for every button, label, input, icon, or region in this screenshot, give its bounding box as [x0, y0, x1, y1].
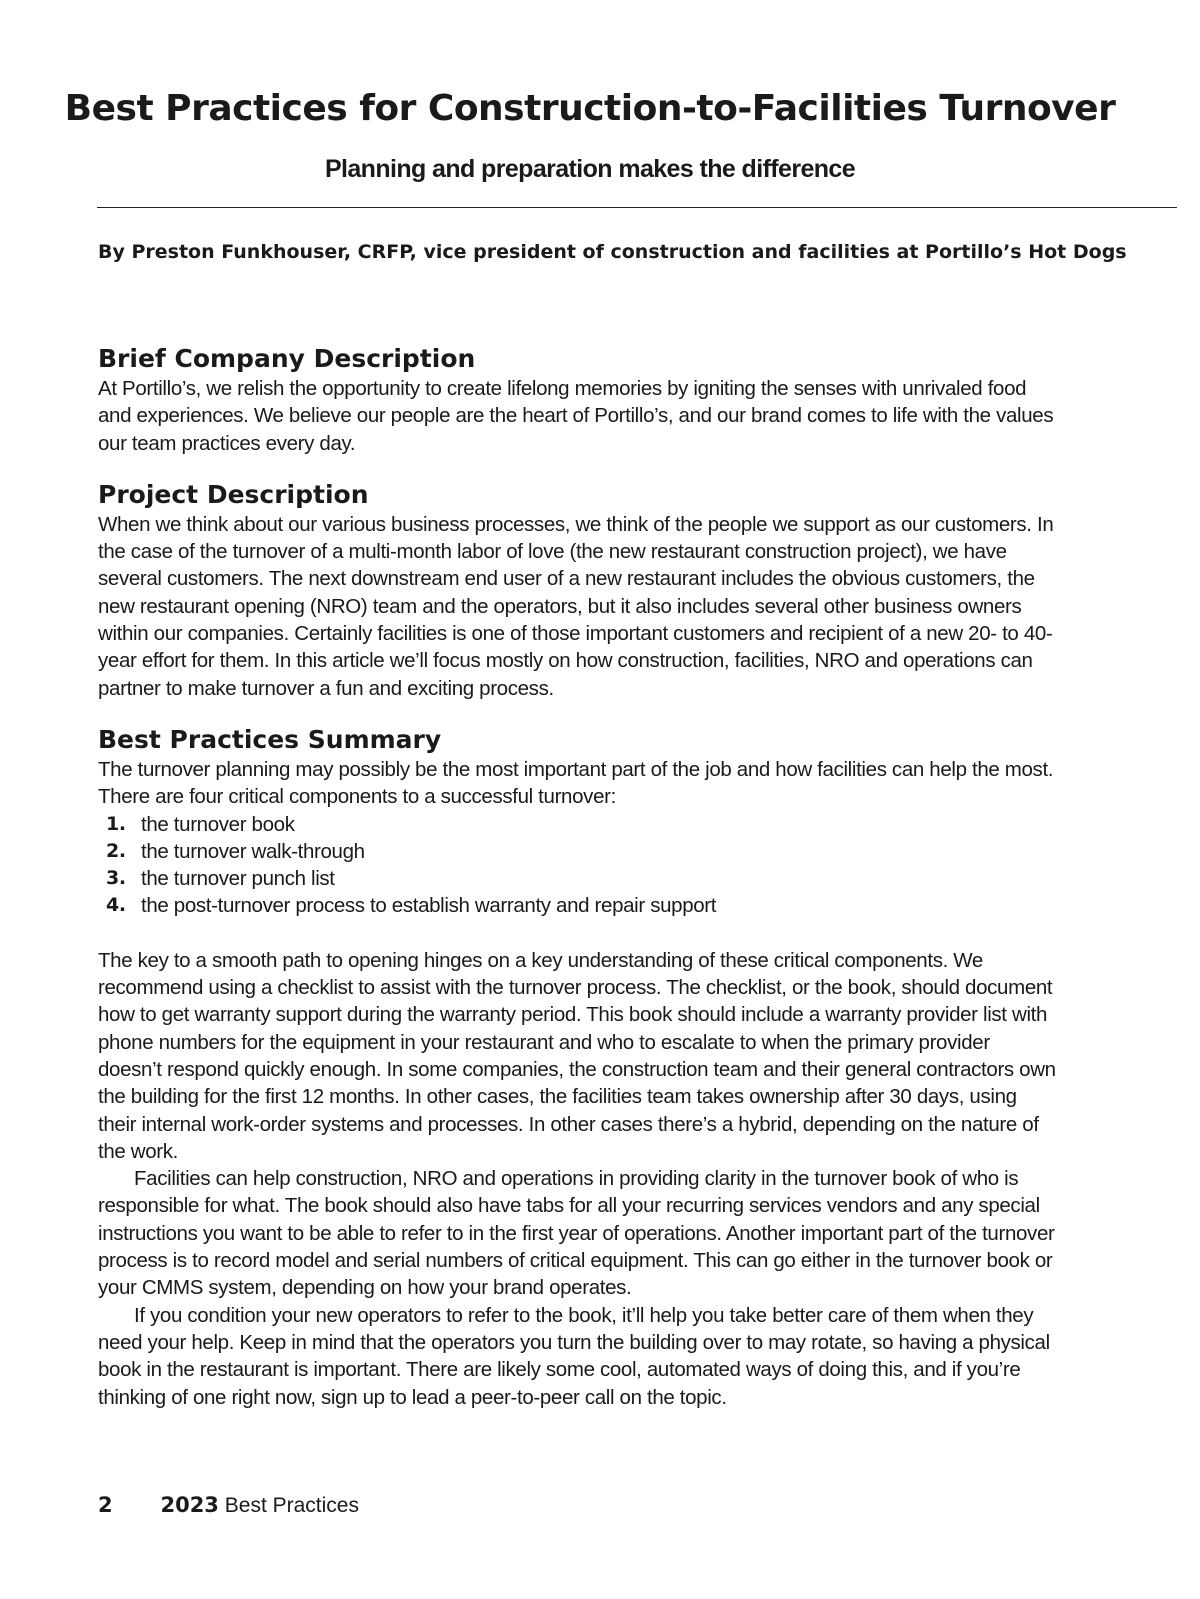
- summary-intro: The turnover planning may possibly be the most important part of the job and how facilities can help the most. There are four critical components to a successful turnover:: [98, 757, 1054, 809]
- title-divider: [97, 207, 1177, 208]
- body-paragraph: If you condition your new operators to refer to the book, it’ll help you take better care of them when they need your help. Keep in mind that the operators you turn the building over to may rotate, so having a physical book in the restaurant is important. There are likely some cool, automated ways of doing this, and if you’re thinking of one right now, sign up to lead a peer-to-peer call on the topic.: [98, 1303, 1050, 1409]
- page-footer: [98, 1493, 359, 1518]
- section-heading: Project Description: [98, 479, 369, 509]
- list-item-number: 2.: [106, 839, 126, 862]
- list-item-number: 3.: [106, 867, 126, 890]
- footer-publication: Best Practices: [224, 1494, 359, 1517]
- footer-year: 2023: [160, 1493, 219, 1517]
- section-heading: Brief Company Description: [98, 344, 476, 373]
- body-paragraph: Facilities can help construction, NRO and operations in providing clarity in the turnover book of who is responsible for what. The book should also have tabs for all your recurring services vendors and any special instructions you want to be able to refer to in the first year of operations. Another important part of the turnover process is to record model and serial numbers of critical equipment. This can go either in the turnover book or your CMMS system, depending on how your brand operates.: [98, 1167, 1055, 1300]
- section-heading: Best Practices Summary: [98, 724, 442, 754]
- page-number: 2: [98, 1493, 113, 1517]
- list-item-number: 4.: [106, 894, 126, 917]
- body-paragraph: The key to a smooth path to opening hinges on a key understanding of these critical components. We recommend using a checklist to assist with the turnover process. The checklist, or the book, should document how to get warranty support during the warranty period. This book should include a warranty provider list with phone numbers for the equipment in your restaurant and who to escalate to when the primary provider doesn’t respond quickly enough. In some companies, the construction team and their general contractors own the building for the first 12 months. In other cases, the facilities team takes ownership after 30 days, using their internal work-order systems and processes. In other cases there’s a hybrid, depending on the nature of the work.: [98, 948, 1056, 1163]
- spacer: [98, 920, 1058, 947]
- list-item: [106, 838, 1058, 865]
- article-subtitle: Planning and preparation makes the difference: [324, 155, 856, 183]
- section-company-description: [98, 343, 1058, 457]
- list-item-text: the turnover punch list: [141, 867, 335, 891]
- section-paragraph: When we think about our various business processes, we think of the people we support as our customers. In the case of the turnover of a multi-month labor of love (the new restaurant construction project), we have several customers. The next downstream end user of a new restaurant includes the obvious customers, the new restaurant opening (NRO) team and the operators, but it also includes several other business owners within our companies. Certainly facilities is one of those important customers and recipient of a new 20- to 40-year effort for them. In this article we’ll focus mostly on how construction, facilities, NRO and operations can partner to make turnover a fun and exciting process.: [98, 512, 1054, 700]
- section-best-practices-summary: [98, 724, 1058, 1411]
- list-item: [106, 865, 1058, 892]
- list-item: [106, 892, 1058, 919]
- list-item-text: the turnover book: [141, 812, 295, 836]
- section-paragraph: At Portillo’s, we relish the opportunity to create lifelong memories by igniting the senses with unrivaled food and experiences. We believe our people are the heart of Portillo’s, and our brand comes to life with the values our team practices every day.: [98, 377, 1054, 455]
- list-item-text: the post-turnover process to establish warranty and repair support: [141, 894, 717, 918]
- list-item: [106, 811, 1058, 838]
- components-list: [98, 811, 1058, 920]
- article-title: Best Practices for Construction-to-Facilities Turnover: [64, 88, 1116, 129]
- author-byline: By Preston Funkhouser, CRFP, vice president of construction and facilities at Portillo’s Hot Dogs: [98, 241, 1127, 263]
- list-item-text: the turnover walk-through: [141, 839, 365, 863]
- article-body: [98, 343, 1058, 1433]
- list-item-number: 1.: [106, 812, 126, 835]
- section-project-description: [98, 479, 1058, 702]
